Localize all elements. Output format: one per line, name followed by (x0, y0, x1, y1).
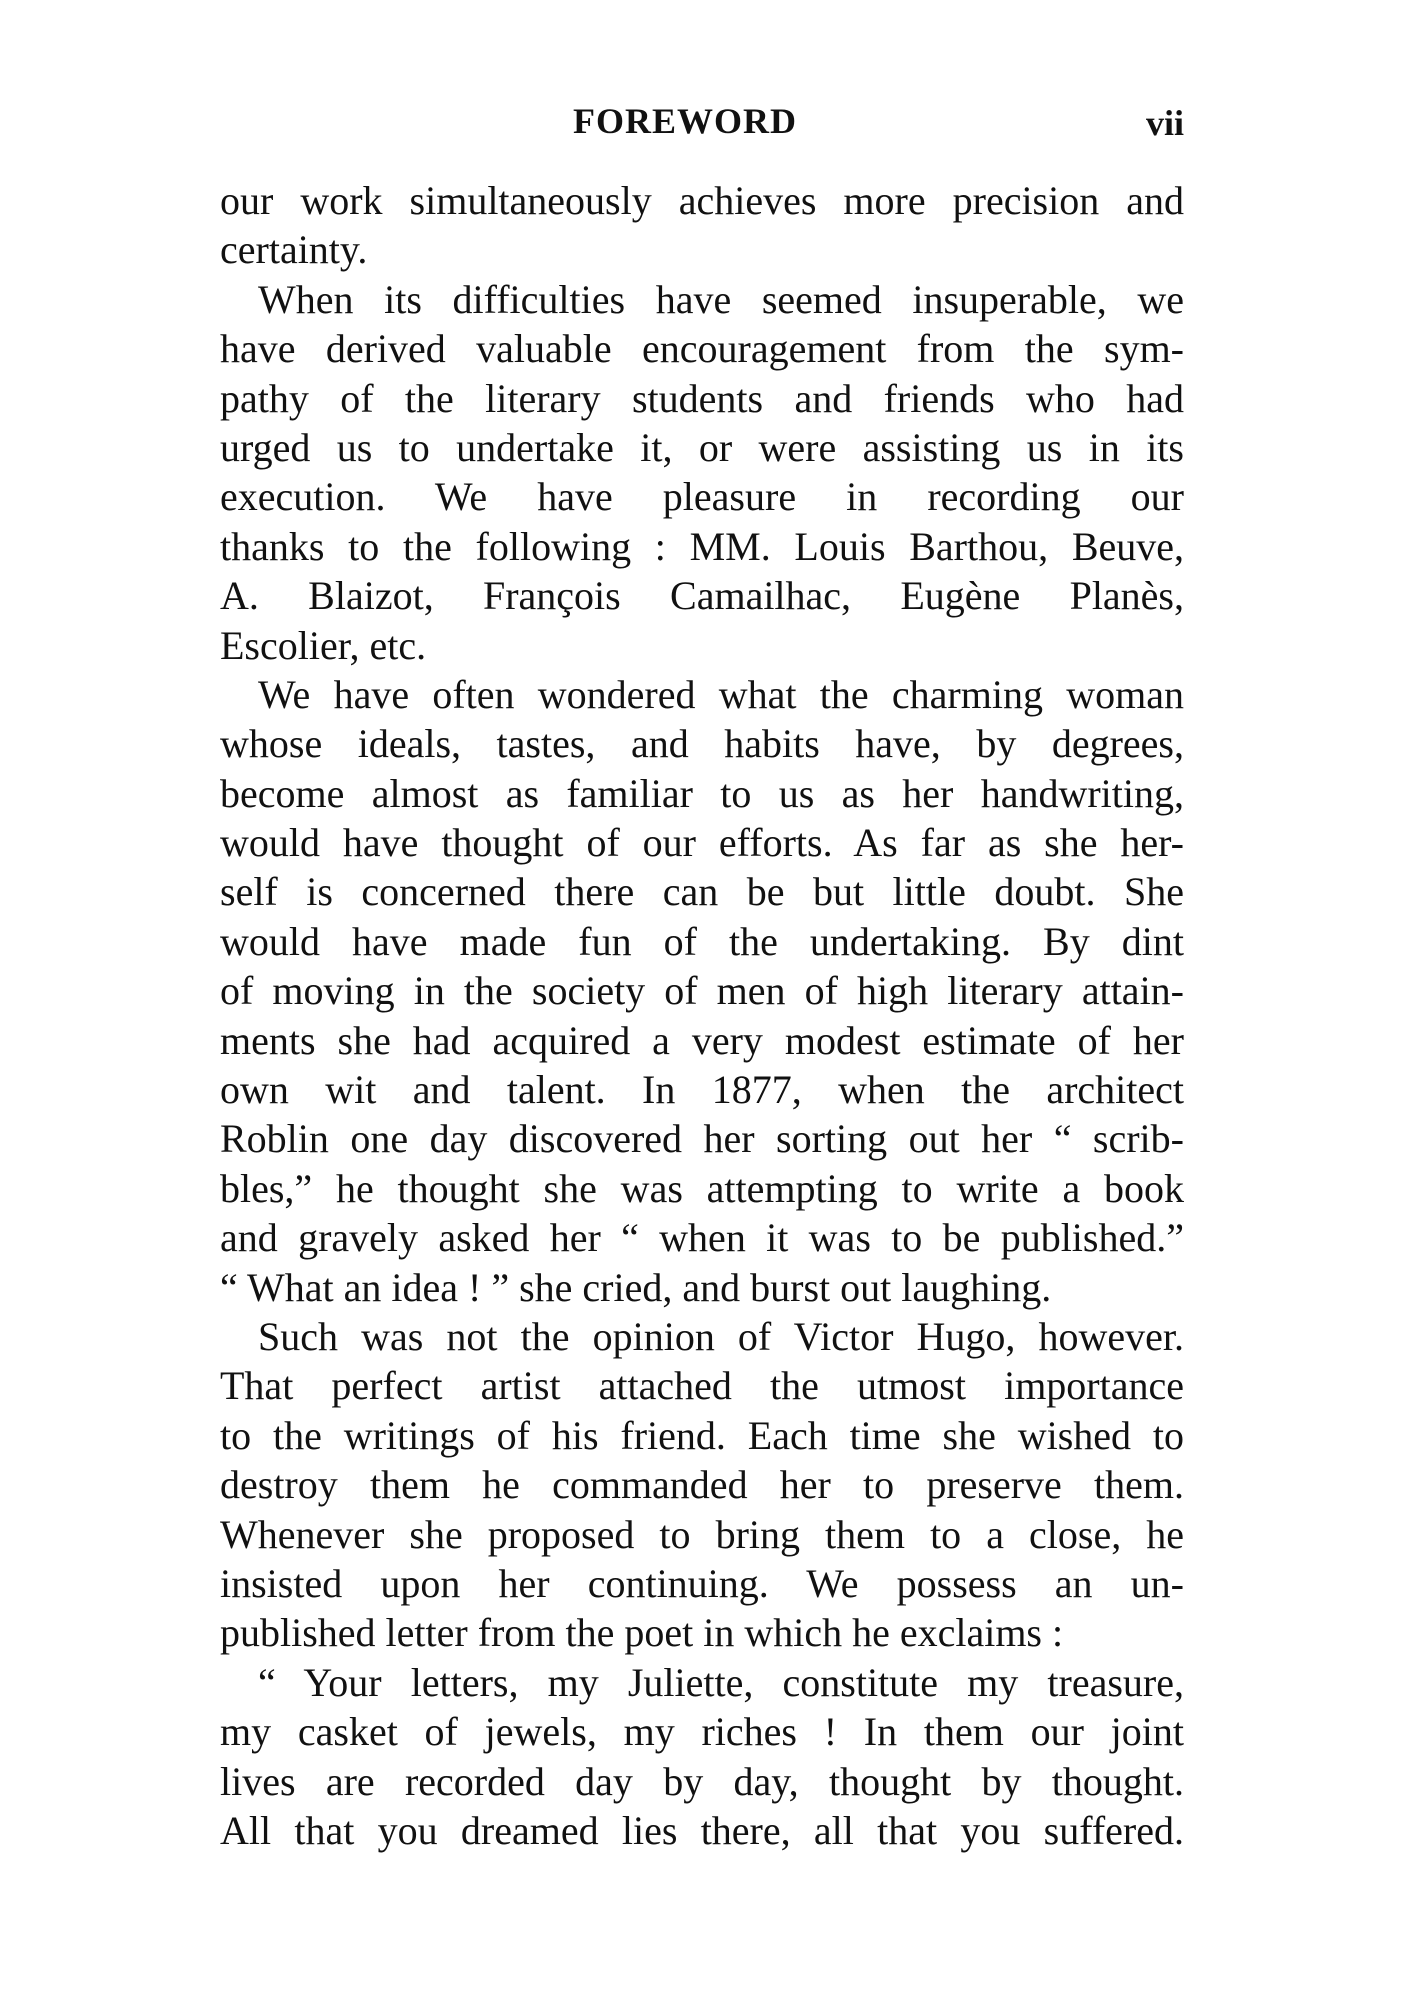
text-line: of moving in the society of men of high literary attain- (220, 968, 1184, 1014)
text-line: self is concerned there can be but little doubt. She (220, 869, 1184, 915)
running-title: FOREWORD (573, 101, 797, 141)
text-line: destroy them he commanded her to preserve them. (220, 1462, 1184, 1508)
text-line: Escolier, etc. (220, 622, 427, 668)
text-line: Such was not the opinion of Victor Hugo, however. (258, 1313, 1184, 1359)
body-text (220, 176, 1184, 1855)
text-line: All that you dreamed lies there, all that you suffered. (220, 1807, 1184, 1853)
page-number: vii (1145, 103, 1184, 143)
text-line: Roblin one day discovered her sorting out her “ scrib- (220, 1116, 1184, 1162)
text-line: certainty. (220, 227, 368, 273)
text-line: published letter from the poet in which he exclaims : (220, 1610, 1064, 1656)
text-line: When its difficulties have seemed insuperable, we (258, 276, 1184, 322)
text-line: lives are recorded day by day, thought by thought. (220, 1758, 1184, 1804)
text-line: my casket of jewels, my riches ! In them our joint (220, 1709, 1184, 1755)
text-line: have derived valuable encouragement from the sym- (220, 326, 1184, 372)
text-line: insisted upon her continuing. We possess an un- (220, 1560, 1184, 1606)
text-line: thanks to the following : MM. Louis Barthou, Beuve, (220, 523, 1184, 569)
text-line: Whenever she proposed to bring them to a close, he (220, 1511, 1184, 1557)
text-line: We have often wondered what the charming woman (258, 671, 1184, 717)
text-line: whose ideals, tastes, and habits have, by degrees, (220, 721, 1184, 767)
text-line: execution. We have pleasure in recording our (220, 474, 1184, 520)
text-line: would have thought of our efforts. As far as she her- (220, 820, 1184, 866)
text-line: bles,” he thought she was attempting to write a book (220, 1165, 1184, 1211)
text-line: ments she had acquired a very modest estimate of her (220, 1017, 1184, 1063)
text-line: “ What an idea ! ” she cried, and burst out laughing. (220, 1264, 1052, 1310)
text-line: own wit and talent. In 1877, when the architect (220, 1067, 1184, 1113)
text-line: urged us to undertake it, or were assisting us in its (220, 424, 1184, 470)
text-line: to the writings of his friend. Each time she wished to (220, 1412, 1184, 1458)
text-line: and gravely asked her “ when it was to be published.” (220, 1215, 1184, 1261)
text-line: would have made fun of the undertaking. By dint (220, 918, 1184, 964)
text-line: That perfect artist attached the utmost importance (220, 1363, 1184, 1409)
text-line: pathy of the literary students and friends who had (220, 375, 1184, 421)
text-line: “ Your letters, my Juliette, constitute my treasure, (258, 1659, 1184, 1705)
running-head (0, 100, 1404, 150)
text-line: become almost as familiar to us as her handwriting, (220, 770, 1184, 816)
text-line: A. Blaizot, François Camailhac, Eugène Planès, (220, 573, 1184, 619)
text-line: our work simultaneously achieves more precision and (220, 178, 1184, 223)
